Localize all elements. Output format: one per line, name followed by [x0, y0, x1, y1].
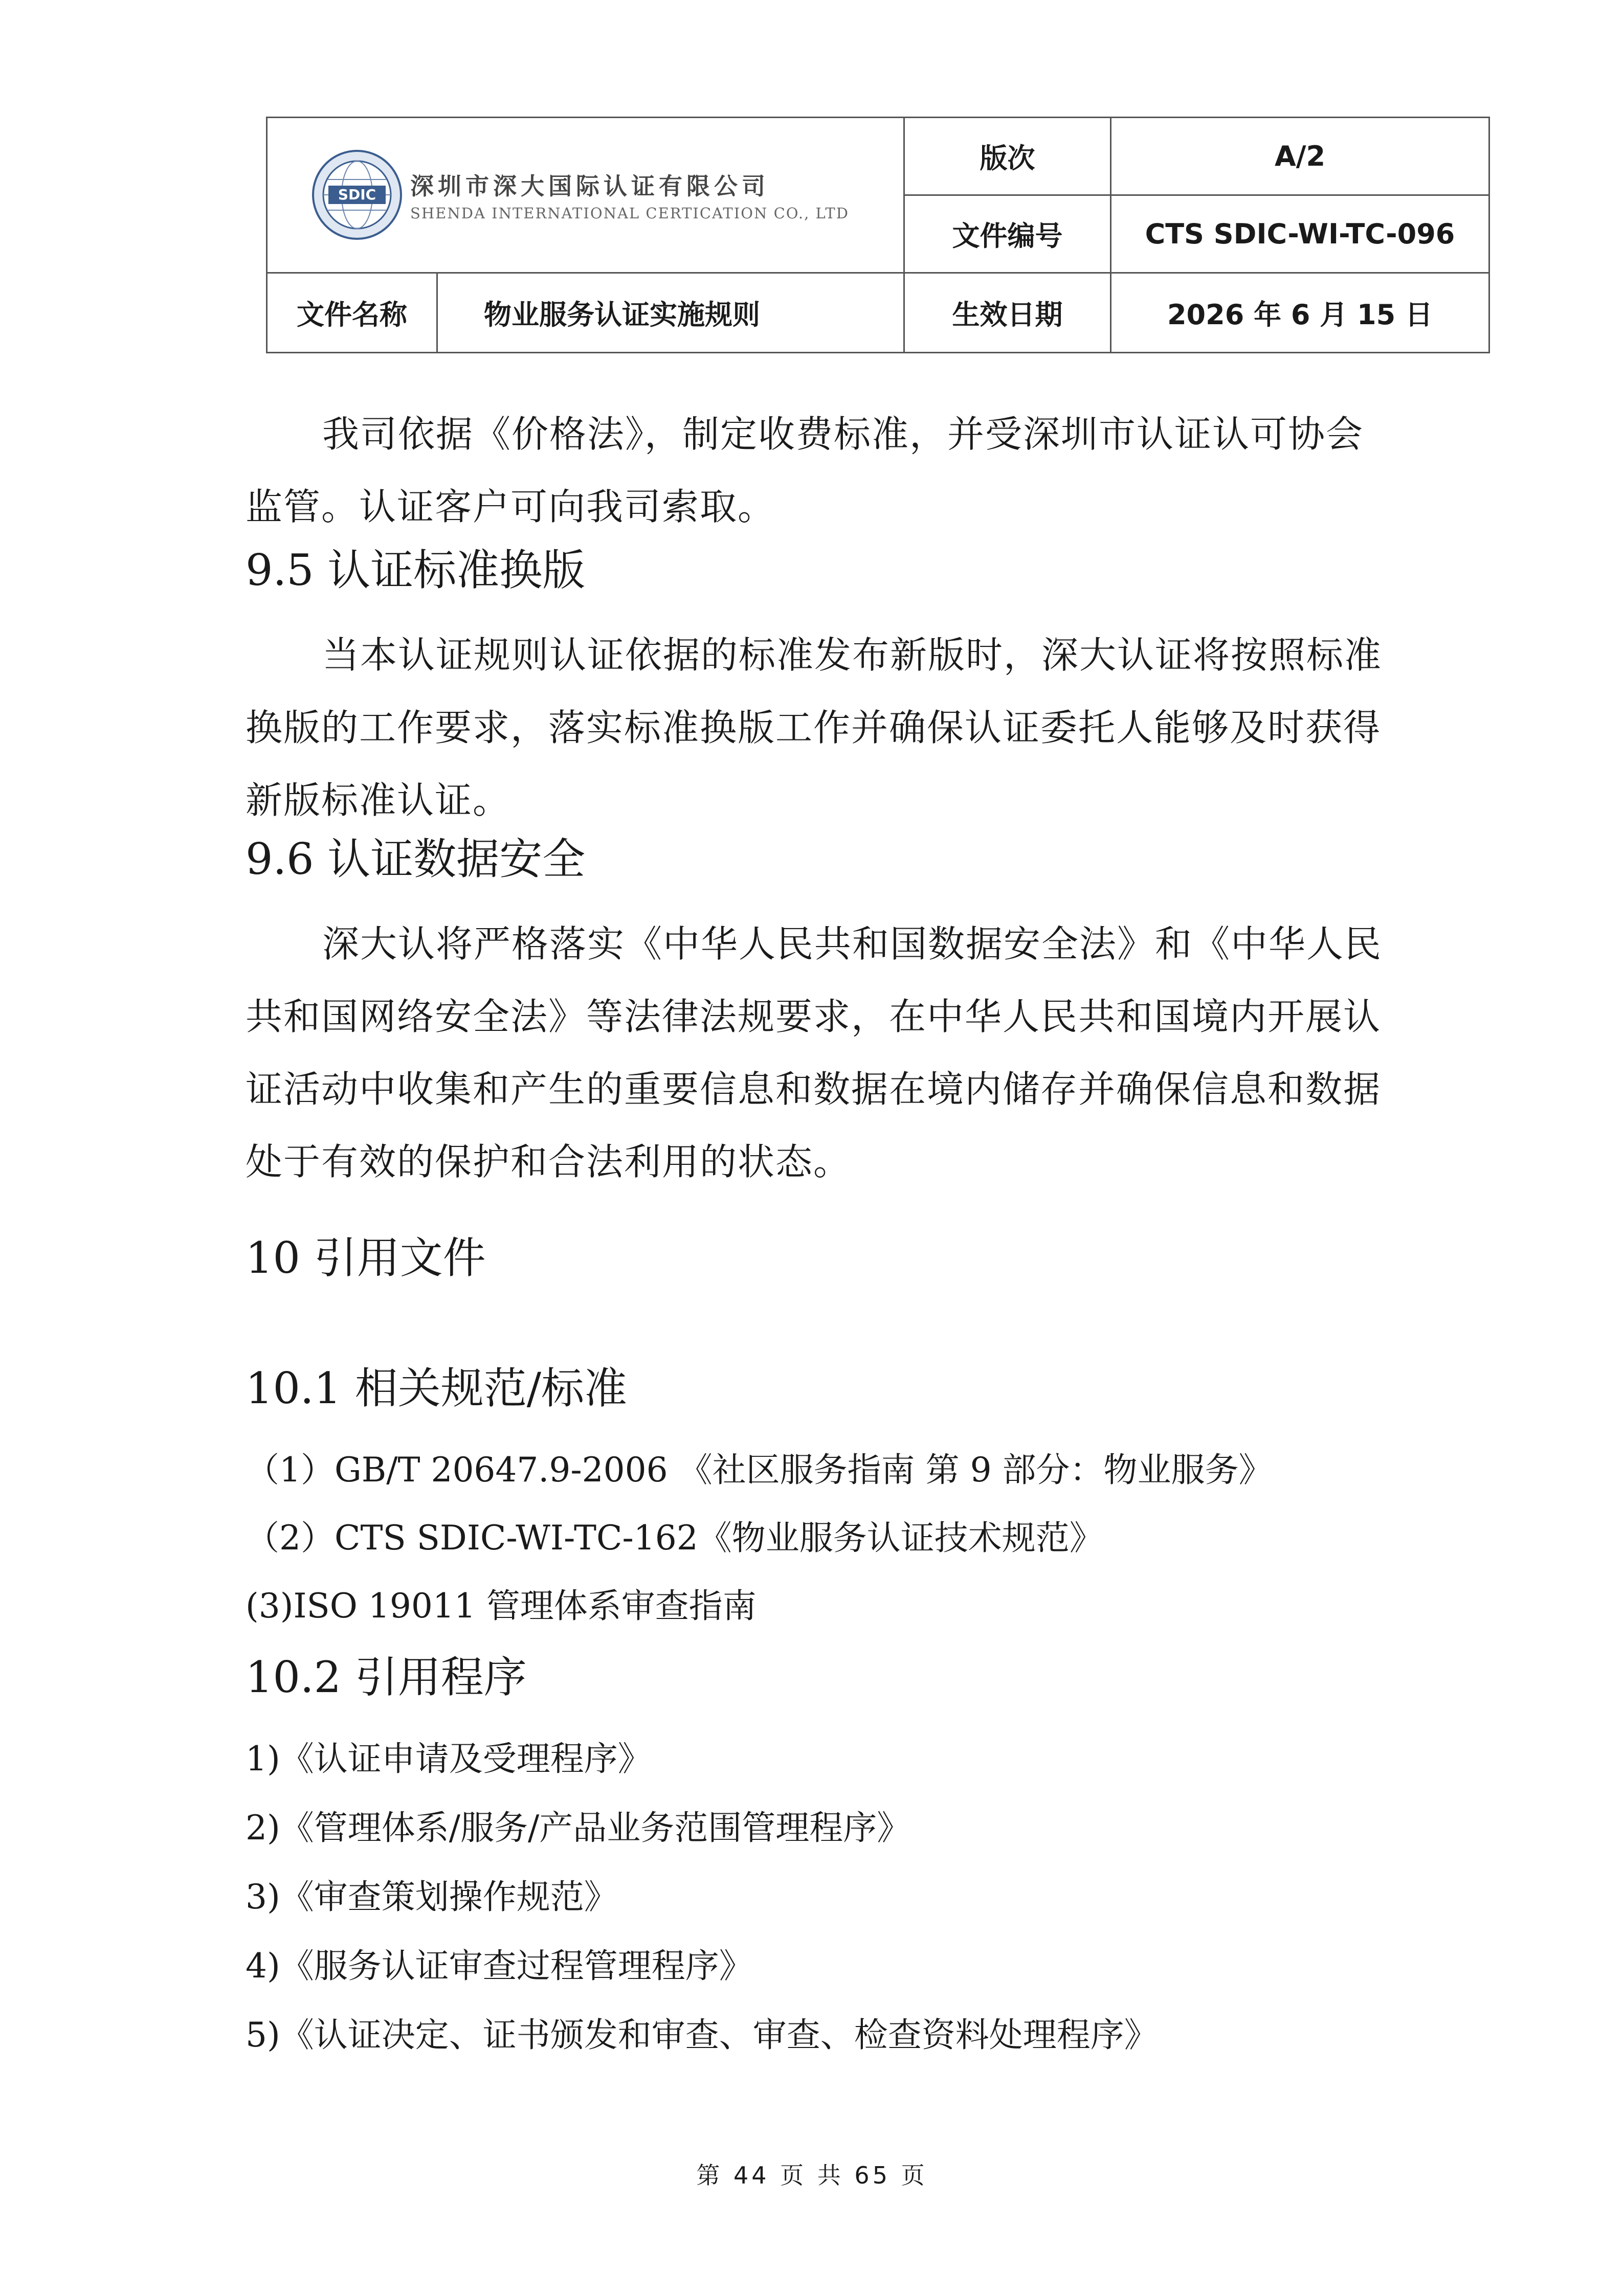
page-number: 第 44 页 共 65 页: [696, 2162, 928, 2189]
document-header-table: [266, 117, 1490, 353]
procedure-item: 3)《审查策划操作规范》: [246, 1877, 618, 1917]
company-name-cn: 深圳市深大国际认证有限公司: [410, 172, 769, 200]
heading-9-5: 9.5 认证标准换版: [246, 545, 586, 595]
doc-number-value: CTS SDIC-WI-TC-096: [1111, 195, 1489, 273]
heading-10-1: 10.1 相关规范/标准: [246, 1363, 628, 1413]
paragraph-9-5: 当本认证规则认证依据的标准发布新版时，深大认证将按照标准换版的工作要求，落实标准换版工作并确保认证委托人能够及时获得新版标准认证。: [246, 634, 1383, 822]
company-logo: [311, 149, 849, 241]
procedure-item: 5)《认证决定、证书颁发和审查、审查、检查资料处理程序》: [246, 2015, 1158, 2055]
company-name-en: SHENDA INTERNATIONAL CERTICATION CO., LTD: [410, 205, 849, 222]
doc-number-label: 文件编号: [904, 195, 1111, 273]
effective-date-label: 生效日期: [904, 273, 1111, 353]
sdic-globe-icon: [311, 149, 403, 241]
heading-10-2: 10.2 引用程序: [246, 1652, 527, 1702]
svg-text:SDIC: SDIC: [338, 186, 376, 203]
procedure-item: 1)《认证申请及受理程序》: [246, 1739, 652, 1779]
effective-date-value: 2026 年 6 月 15 日: [1111, 273, 1489, 353]
fee-paragraph: 我司依据《价格法》，制定收费标准，并受深圳市认证认可协会监管。认证客户可向我司索取。: [246, 413, 1364, 528]
version-label: 版次: [904, 118, 1111, 195]
heading-9-6: 9.6 认证数据安全: [246, 834, 586, 884]
doc-name-value: 物业服务认证实施规则: [437, 273, 904, 353]
paragraph-9-6: 深大认将严格落实《中华人民共和国数据安全法》和《中华人民共和国网络安全法》等法律法规要求，在中华人民共和国境内开展认证活动中收集和产生的重要信息和数据在境内储存并确保信息和数据处于有效的保护和合法利用的状态。: [246, 922, 1383, 1183]
procedure-item: 2)《管理体系/服务/产品业务范围管理程序》: [246, 1808, 911, 1848]
doc-name-label: 文件名称: [267, 273, 437, 353]
standard-item: (3)ISO 19011 管理体系审查指南: [246, 1586, 757, 1626]
company-logo-cell: [267, 118, 904, 273]
procedure-item: 4)《服务认证审查过程管理程序》: [246, 1946, 753, 1986]
standard-item: （1）GB/T 20647.9-2006 《社区服务指南 第 9 部分：物业服务》: [246, 1450, 1273, 1490]
standard-item: （2）CTS SDIC-WI-TC-162《物业服务认证技术规范》: [246, 1518, 1103, 1558]
version-value: A/2: [1111, 118, 1489, 195]
heading-10: 10 引用文件: [246, 1233, 486, 1283]
